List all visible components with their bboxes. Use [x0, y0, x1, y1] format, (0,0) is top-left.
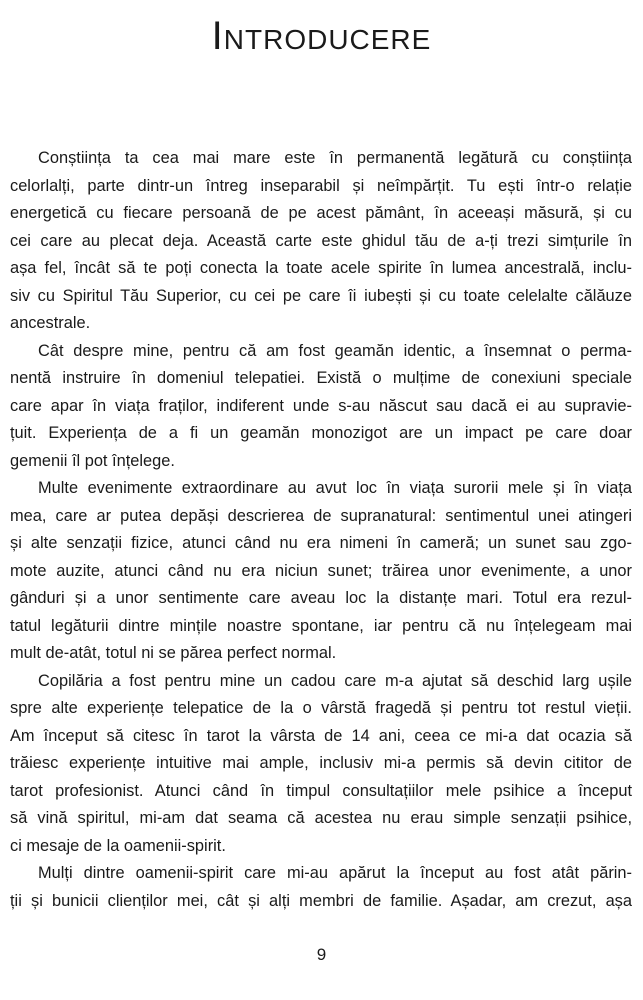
text-line: Am început să citesc în tarot la vârsta de 14 ani, ceea ce mi-a dat ocazia să: [10, 726, 632, 745]
text-line: Mulți dintre oamenii-spirit care mi-au apărut la început au fost atât părin-: [38, 864, 632, 882]
paragraph: [10, 860, 632, 915]
body-text: [10, 145, 632, 915]
paragraph: [10, 145, 632, 338]
text-line: gânduri și a unor sentimente care aveau loc la distanțe mari. Totul era rezul-: [10, 589, 632, 607]
text-line: siv cu Spiritul Tău Superior, cu cei pe care îi iubești și cu toate celelalte călăuze: [10, 286, 632, 305]
text-line: care apar în viața fraților, indiferent unde s-au născut sau dacă ei au supravie-: [10, 396, 632, 415]
text-line: mote auzite, atunci când nu era niciun sunet; trăirea unor evenimente, a unor: [10, 561, 632, 580]
text-line: tatul legăturii dintre mințile noastre spontane, iar pentru că nu înțelegeam mai: [10, 616, 632, 635]
text-line: cei care au plecat deja. Această carte este ghidul tău de a-ți trezi simțurile în: [10, 231, 632, 250]
text-line: ci mesaje de la oamenii-spirit.: [10, 836, 226, 855]
paragraph: [10, 668, 632, 861]
text-line: Conștiința ta cea mai mare este în permanentă legătură cu conștiința: [38, 149, 632, 167]
text-line: spre alte experiențe telepatice de la o vârstă fragedă și pentru tot restul vieții.: [10, 699, 632, 717]
text-line: și alte senzații fizice, atunci când nu era nimeni în cameră; un sunet sau zgo-: [10, 534, 632, 552]
text-line: tarot profesionist. Atunci când în timpul consultațiilor mele psihice a început: [10, 781, 632, 800]
text-line: mea, care ar putea depăși descrierea de supranatural: sentimentul unei atingeri: [10, 506, 632, 525]
text-line: mult de-atât, totul ni se părea perfect normal.: [10, 644, 337, 662]
page-number: 9: [316, 945, 327, 964]
text-line: Cât despre mine, pentru că am fost geamăn identic, a însemnat o perma-: [38, 341, 632, 360]
text-line: țuit. Experiența de a fi un geamăn monozigot are un impact pe care doar: [10, 424, 632, 442]
text-line: să vină spiritul, mi-am dat seama că acestea nu erau simple senzații psihice,: [10, 809, 632, 827]
text-line: gemenii îl pot înțelege.: [10, 451, 175, 470]
text-line: Multe evenimente extraordinare au avut loc în viața surorii mele și în viața: [38, 479, 632, 497]
text-line: celorlalți, parte dintr-un întreg inseparabil și neîmpărțit. Tu ești într-o relație: [10, 176, 632, 195]
text-line: energetică cu fiecare persoană de pe acest pământ, în aceeași măsură, și cu: [10, 204, 632, 222]
text-line: Copilăria a fost pentru mine un cadou care m-a ajutat să deschid larg ușile: [38, 671, 632, 690]
text-line: trăiesc experiențe intuitive mai ample, inclusiv mi-a permis să devin cititor de: [10, 754, 632, 772]
paragraph: [10, 338, 632, 476]
text-line: așa fel, încât să te poți conecta la toate acele spirite în lumea ancestrală, inclu-: [10, 259, 632, 277]
paragraph: [10, 475, 632, 668]
text-line: ții și bunicii clienților mei, cât și alți membri de familie. Așadar, am crezut, așa: [10, 891, 632, 910]
text-line: ancestrale.: [10, 314, 91, 332]
text-line: nentă instruire în domeniul telepatiei. Există o mulțime de conexiuni speciale: [10, 369, 632, 387]
chapter-title: Introducere: [211, 14, 432, 58]
